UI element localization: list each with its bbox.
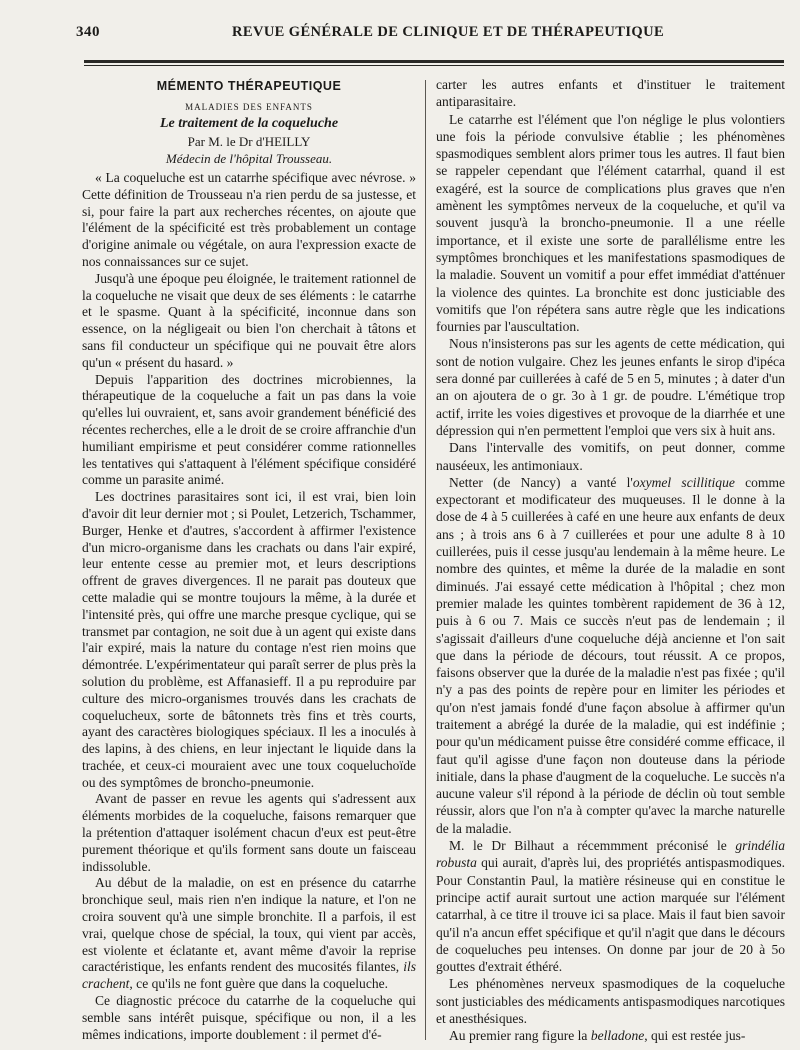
- left-column: [82, 76, 416, 1043]
- column-divider: [425, 80, 426, 1040]
- article-title: Le traitement de la coqueluche: [159, 116, 339, 131]
- header-rule-thin: [84, 65, 784, 66]
- italic-phrase: belladone: [590, 1028, 645, 1044]
- italic-phrase: ils crachent: [82, 959, 416, 992]
- text-run: comme expectorant et modificateur des muqueuses. Il le donne à la dose de 4 à 5 cuillerées à café en une heure aux enfants de deux ans ; à trois ans 6 à 7 cuillerées et pour une adulte 8 à 10 cuillerées, puis il cesse jusqu'au lendemain à la même heure. Le nombre des quintes, et même la durée de la maladie en sont diminués. J'ai essayé cette médication à l'hôpital ; chez mon premier malade les quintes tombèrent rapidement de 36 à 12, puis à 6 ou 7. Mais ce succès n'eut pas de lendemain ; il s'agissait d'ailleurs d'une coqueluche déjà ancienne et l'on sait que dans la période de décours, tout réussit. A ce propos, faisons observer que la durée de la maladie n'est pas fixée ; qu'il n'y a pas des points de repère pour en limiter les périodes et qu'on n'est jamais fondé d'une façon absolue à affirmer qu'un traitement a abrégé la durée de la maladie, qui est indéfinie ; pour qu'un médicament puisse être considéré comme efficace, il faut qu'il agisse d'une façon non douteuse dans la période initiale, dans la phase d'augment de la coqueluche. Le succès n'a aucune valeur s'il répond à la période de déclin où tout semble réussir, alors que l'on n'a à compter qu'avec la marche naturelle de la maladie.: [436, 474, 785, 836]
- paragraph-continued: carter les autres enfants et d'instituer le traitement antiparasitaire.: [436, 77, 785, 110]
- paragraph: Les phénomènes nerveux spasmodiques de la coqueluche sont justiciables des médicaments antispasmodiques narcotiques et anesthésiques.: [436, 976, 785, 1027]
- text-run: Netter (de Nancy) a vanté l': [449, 474, 633, 490]
- text-run: qui aurait, d'après lui, des propriétés antispasmodiques. Pour Constantin Paul, la matière résineuse qui en constitue le principe actif aurait surtout une action marquée sur l'élément catarrhal, à ce titre il trouve ici sa place. Mais il faut bien savoir qu'il n'a ancun effet spécifique et qu'il n'agit que dans le décours de coqueluches peu intenses. On donne par jour de 20 à 5o gouttes d'extrait éthéré.: [436, 855, 785, 975]
- paragraph: Ce diagnostic précoce du catarrhe de la coqueluche qui semble sans intérêt puisque, spécifique ou non, il a les mêmes indications, importe doublement : il permet d'é-: [82, 993, 416, 1042]
- subsection-heading: MALADIES DES ENFANTS: [185, 102, 313, 112]
- italic-phrase: grindélia robusta: [436, 838, 785, 871]
- page-number: 340: [76, 24, 100, 40]
- text-run: Au début de la maladie, on est en présence du catarrhe bronchique seul, mais rien n'en indique la nature, et l'on ne croira souvent qu'à une simple bronchite. Il a parfois, il est vrai, quelque chose de spécial, la toux, qui vient par accès, est violente et éclatante et, avant même d'avoir la reprise caractéristique, les enfants rendent des mucosités filantes,: [82, 875, 416, 975]
- paragraph: Les doctrines parasitaires sont ici, il est vrai, bien loin d'avoir dit leur dernier mot ; si Poulet, Letzerich, Tschammer, Burger, Henke et d'autres, s'accordent à affirmer l'existence d'un micro-organisme dans les crachats ou dans l'air expiré, leur entente cesse au premier mot, et leurs descriptions offrent de graves divergences. Il ne parait pas douteux que cette maladie qui se montre toujours la même, à la durée et l'intensité près, qui offre une marche presque cyclique, qui se transmet par contagion, ne soit due à un agent qui existe dans l'air expiré, mais la nature du contage n'est rien moins que démontrée. L'expérimentateur qui paraît serrer de plus près la solution du problème, est Affanasieff. Il a pu reproduire par culture des micro-organismes trouvés dans les crachats de coquelucheux, sorte de bâtonnets très fins et très courts, ayant des caractères biologiques spéciaux. Il les a inoculés à des lapins, à des chiens, en leur injectant le liquide dans la trachée, et ceux-ci mouraient avec une toux coqueluchoïde ou des symptômes de broncho-pneumonie.: [82, 489, 416, 790]
- running-title: REVUE GÉNÉRALE DE CLINIQUE ET DE THÉRAPEUTIQUE: [232, 24, 665, 40]
- paragraph: Depuis l'apparition des doctrines microbiennes, la thérapeutique de la coqueluche a fait un pas dans la voie qu'elles lui ouvraient, et, sans avoir grandement bénéficié des récentes recherches, elle a le droit de se croire affranchie d'un humiliant empirisme et peut considérer comme rationnelles les tentatives qui s'attaquent à l'élément spécifique considéré comme un parasite animé.: [82, 371, 416, 488]
- header-rule-thick: [84, 60, 784, 63]
- paragraph: [436, 1027, 785, 1044]
- paragraph: Nous n'insisterons pas sur les agents de cette médication, qui sont de notion vulgaire. Chez les jeunes enfants le sirop d'ipéca sera donné par cuillerées à café de 5 en 5, minutes ; à dater d'un an on ajoutera de o gr. 3o à 1 gr. de poudre. L'émétique trop actif, irrite les voies digestives et provoque de la diarrhée et une dépression qui n'en permettent l'emploi que vers six à huit ans.: [436, 336, 785, 438]
- paragraph: Le catarrhe est l'élément que l'on néglige le plus volontiers une fois la période convulsive établie ; les phénomènes spasmodiques semblent alors primer tous les autres. Il faut bien se rappeler cependant que l'élément catarrhal, quand il est exagéré, est la source de complications plus graves que n'en amènent les symptômes nerveux de la coqueluche, et qu'il va souvent jusqu'à la broncho-pneumonie. Il a une réelle importance, et il existe une sorte de parallélisme entre les symptômes bronchiques et les manifestations spasmodiques de la maladie. Souvent un vomitif a pour effet immédiat d'atténuer la violence des quintes. La bronchite est donc justiciable des vomitifs que l'on répétera sans autre règle que les indications fournies par l'auscultation.: [436, 111, 785, 335]
- text-run: , qui est restée jus-: [644, 1028, 746, 1044]
- text-run: M. le Dr Bilhaut a récemmment préconisé le: [449, 838, 736, 854]
- article-author: Par M. le Dr d'HEILLY: [187, 134, 311, 149]
- section-title: MÉMENTO THÉRAPEUTIQUE: [156, 79, 342, 93]
- paragraph: Dans l'intervalle des vomitifs, on peut donner, comme nauséeux, les antimoniaux.: [436, 440, 785, 473]
- italic-phrase: oxymel scillitique: [632, 474, 735, 490]
- text-run: , ce qu'ils ne font guère que dans la coqueluche.: [129, 976, 389, 992]
- page-header: [0, 24, 800, 46]
- paragraph: [82, 875, 416, 993]
- paragraph: Avant de passer en revue les agents qui s'adressent aux éléments morbides de la coqueluche, faisons remarquer que la prétention d'attaquer isolément chacun d'eux est peut-être purement théorique et qu'ils forment sans doute un faisceau indissoluble.: [82, 791, 416, 874]
- paragraph: « La coqueluche est un catarrhe spécifique avec névrose. » Cette définition de Trousseau n'a rien perdu de sa justesse, et si, pour faire la part aux recherches récentes, on ajoute que l'élément de la spécificité est très probablement un contage d'origine animale ou végétale, on aura l'expression exacte de nos connaissances sur ce sujet.: [82, 170, 416, 269]
- paragraph: [436, 837, 785, 975]
- author-affiliation: Médecin de l'hôpital Trousseau.: [165, 151, 333, 166]
- paragraph: Jusqu'à une époque peu éloignée, le traitement rationnel de la coqueluche ne visait que deux de ses éléments : le catarrhe et le spasme. Quant à la spécificité, inconnue dans son essence, on la négligeait ou bien l'on cherchait à tâtons et sans fil conducteur un spécifique qui ne pouvait être alors qu'un « présent du hasard. »: [82, 270, 416, 370]
- paragraph: [436, 474, 785, 837]
- right-column: [436, 76, 785, 1045]
- text-run: Au premier rang figure la: [449, 1028, 591, 1044]
